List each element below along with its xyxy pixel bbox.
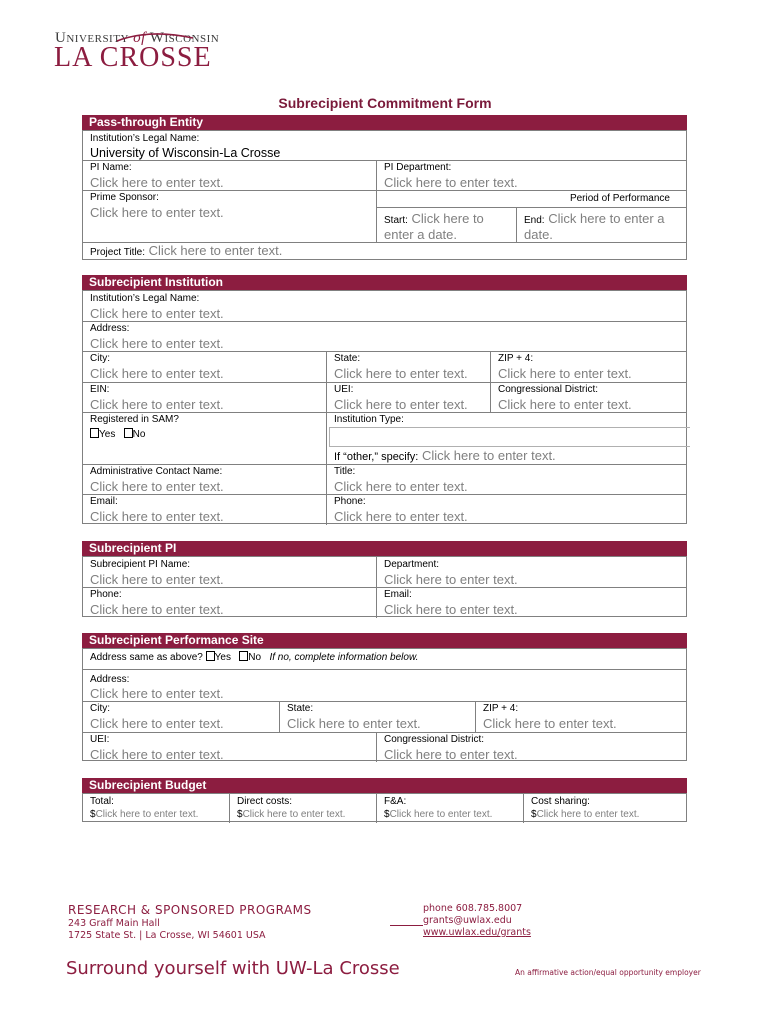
budget-total-cell [83,794,229,823]
period-label: Period of Performance [569,193,670,204]
inst-ein-field[interactable]: Click here to enter text. [90,397,224,412]
inst-title-label: Title: [334,466,356,477]
inst-admin-label: Administrative Contact Name: [90,466,223,477]
inst-legal-name-field[interactable]: Click here to enter text. [90,306,224,321]
row-pi [83,160,686,191]
footer-divider [390,925,423,926]
inst-phone-field[interactable]: Click here to enter text. [334,509,468,524]
row-site-uei [83,732,686,762]
site-yes-label: Yes [214,652,231,663]
site-uei-cell [83,732,376,762]
budget-fa-cell [376,794,523,823]
sub-pi-dept-cell [376,557,686,587]
row-site-city [83,701,686,733]
footer-email-link[interactable]: grants@uwlax.edu [423,915,512,926]
section-site [82,648,687,761]
inst-ein-label: EIN: [90,384,110,395]
footer-tagline: Surround yourself with UW-La Crosse [66,958,400,979]
sub-pi-name-field[interactable]: Click here to enter text. [90,572,224,587]
site-city-label: City: [90,703,110,714]
site-city-field[interactable]: Click here to enter text. [90,716,224,731]
section-header-pass-through: Pass-through Entity [82,115,687,130]
inst-email-cell [83,494,326,525]
sam-yes-label: Yes [99,429,116,440]
budget-fa-label: F&A: [384,796,407,807]
section-budget [82,793,687,822]
start-date-field-cont[interactable]: enter a date. [384,227,457,242]
prime-sponsor-cell [83,190,376,242]
inst-other-field[interactable]: Click here to enter text. [422,448,556,463]
inst-phone-cell [326,494,686,525]
footer-eoe: An affirmative action/equal opportunity employer [515,968,701,977]
sub-pi-phone-field[interactable]: Click here to enter text. [90,602,224,617]
legal-name-label: Institution’s Legal Name: [90,133,200,144]
inst-address-field[interactable]: Click here to enter text. [90,336,224,351]
inst-phone-label: Phone: [334,496,366,507]
budget-fa-field[interactable]: Click here to enter text. [389,809,493,820]
row-inst-sam-type [83,412,686,465]
section-header-pi: Subrecipient PI [82,541,687,556]
pi-dept-cell [376,160,686,190]
inst-district-label: Congressional District: [498,384,599,395]
pi-name-field[interactable]: Click here to enter text. [90,175,224,190]
sub-pi-phone-label: Phone: [90,589,122,600]
budget-total-currency: $ [90,809,96,820]
row-pi-name [83,557,686,588]
inst-city-cell [83,351,326,382]
budget-direct-cell [229,794,376,823]
footer-department: RESEARCH & SPONSORED PROGRAMS [68,903,312,917]
budget-total-field[interactable]: Click here to enter text. [95,809,199,820]
row-inst-admin [83,464,686,495]
logo-university-of-wisconsin: University of Wisconsin [55,30,220,46]
inst-ein-cell [83,382,326,412]
inst-zip-cell [490,351,686,382]
inst-address-label: Address: [90,323,130,334]
inst-state-label: State: [334,353,361,364]
period-cell [376,190,686,242]
sub-pi-phone-cell [83,587,376,618]
prime-sponsor-field[interactable]: Click here to enter text. [90,205,224,220]
section-header-budget: Subrecipient Budget [82,778,687,793]
site-district-cell [376,732,686,762]
site-district-label: Congressional District: [384,734,485,745]
row-pi-phone [83,587,686,618]
section-institution [82,290,687,524]
site-same-label: Address same as above? [90,652,203,663]
section-header-site: Subrecipient Performance Site [82,633,687,648]
inst-uei-field[interactable]: Click here to enter text. [334,397,468,412]
section-pi [82,556,687,617]
site-state-label: State: [287,703,314,714]
prime-sponsor-label: Prime Sponsor: [90,192,159,203]
inst-legal-name-label: Institution’s Legal Name: [90,293,200,304]
sam-yes-checkbox[interactable] [90,428,99,438]
row-budget [83,794,686,823]
inst-district-field[interactable]: Click here to enter text. [498,397,632,412]
site-state-cell [279,701,475,732]
budget-direct-currency: $ [237,809,243,820]
section-header-institution: Subrecipient Institution [82,275,687,290]
pi-name-label: PI Name: [90,162,132,173]
sub-pi-dept-label: Department: [384,559,440,570]
site-zip-field[interactable]: Click here to enter text. [483,716,617,731]
row-sponsor-period [83,190,686,243]
inst-sam-cell [83,412,326,464]
site-uei-field[interactable]: Click here to enter text. [90,747,224,762]
budget-direct-field[interactable]: Click here to enter text. [242,809,346,820]
sub-pi-email-field[interactable]: Click here to enter text. [384,602,518,617]
inst-city-label: City: [90,353,110,364]
period-header [377,190,686,208]
pi-dept-label: PI Department: [384,162,452,173]
row-inst-ein [83,382,686,413]
end-date-field[interactable]: Click here to enter a [548,211,665,226]
footer-address-2: 1725 State St. | La Crosse, WI 54601 USA [68,930,266,941]
section-pass-through [82,130,687,260]
site-yes-checkbox[interactable] [206,651,215,661]
sam-no-checkbox[interactable] [124,428,133,438]
row-inst-legal-name [83,291,686,322]
inst-zip-field[interactable]: Click here to enter text. [498,366,632,381]
logo-la-crosse: LA CROSSE [54,42,212,73]
site-note: If no, complete information below. [269,652,419,663]
inst-type-label: Institution Type: [334,414,404,425]
inst-state-cell [326,351,490,382]
row-inst-address [83,321,686,352]
sub-pi-name-label: Subrecipient PI Name: [90,559,191,570]
row-site-same [83,649,686,670]
inst-other-label: If “other,” specify: [334,451,419,463]
budget-direct-label: Direct costs: [237,796,293,807]
budget-total-label: Total: [90,796,114,807]
budget-cost-sharing-field[interactable]: Click here to enter text. [536,809,640,820]
start-date-field[interactable]: Click here to [411,211,484,226]
sam-no-label: No [132,429,146,440]
inst-admin-field[interactable]: Click here to enter text. [90,479,224,494]
start-cell [377,207,516,242]
row-inst-email [83,494,686,525]
site-no-checkbox[interactable] [239,651,248,661]
site-district-field[interactable]: Click here to enter text. [384,747,518,762]
inst-type-dropdown[interactable] [329,427,690,447]
legal-name-value: University of Wisconsin-La Crosse [90,146,281,160]
budget-cost-sharing-label: Cost sharing: [531,796,590,807]
site-address-label: Address: [90,674,130,685]
end-label: End: [524,215,545,226]
logo-swoosh-icon [115,30,195,44]
row-site-address [83,669,686,702]
sub-pi-name-cell [83,557,376,587]
inst-zip-label: ZIP + 4: [498,353,534,364]
row-project-title [83,242,686,261]
inst-uei-cell [326,382,490,412]
budget-cost-sharing-cell [523,794,686,823]
start-label: Start: [384,215,408,226]
site-zip-label: ZIP + 4: [483,703,519,714]
form-title: Subrecipient Commitment Form [278,95,492,111]
row-inst-city [83,351,686,383]
row-legal-name [83,131,686,161]
footer-phone: phone 608.785.8007 [423,903,523,914]
inst-state-field[interactable]: Click here to enter text. [334,366,468,381]
inst-sam-label: Registered in SAM? [90,414,179,425]
inst-type-cell [326,412,686,464]
inst-title-field[interactable]: Click here to enter text. [334,479,468,494]
sub-pi-email-cell [376,587,686,618]
sub-pi-dept-field[interactable]: Click here to enter text. [384,572,518,587]
project-title-field[interactable]: Click here to enter text. [148,243,283,258]
end-cell [516,207,686,242]
inst-title-cell [326,464,686,494]
inst-email-label: Email: [90,496,118,507]
inst-city-field[interactable]: Click here to enter text. [90,366,224,381]
inst-district-cell [490,382,686,412]
site-uei-label: UEI: [90,734,110,745]
budget-cost-sharing-currency: $ [531,809,537,820]
end-date-field-cont[interactable]: date. [524,227,553,242]
site-no-label: No [248,652,262,663]
project-title-label: Project Title: [90,247,146,258]
site-city-cell [83,701,279,732]
sub-pi-email-label: Email: [384,589,412,600]
inst-email-field[interactable]: Click here to enter text. [90,509,224,524]
pi-dept-field[interactable]: Click here to enter text. [384,175,518,190]
site-zip-cell [475,701,686,732]
budget-fa-currency: $ [384,809,390,820]
inst-uei-label: UEI: [334,384,354,395]
site-state-field[interactable]: Click here to enter text. [287,716,421,731]
footer-website-link[interactable]: www.uwlax.edu/grants [423,927,531,938]
inst-admin-cell [83,464,326,494]
pi-name-cell [83,160,376,190]
footer-address-1: 243 Graff Main Hall [68,918,160,929]
site-address-field[interactable]: Click here to enter text. [90,686,224,701]
